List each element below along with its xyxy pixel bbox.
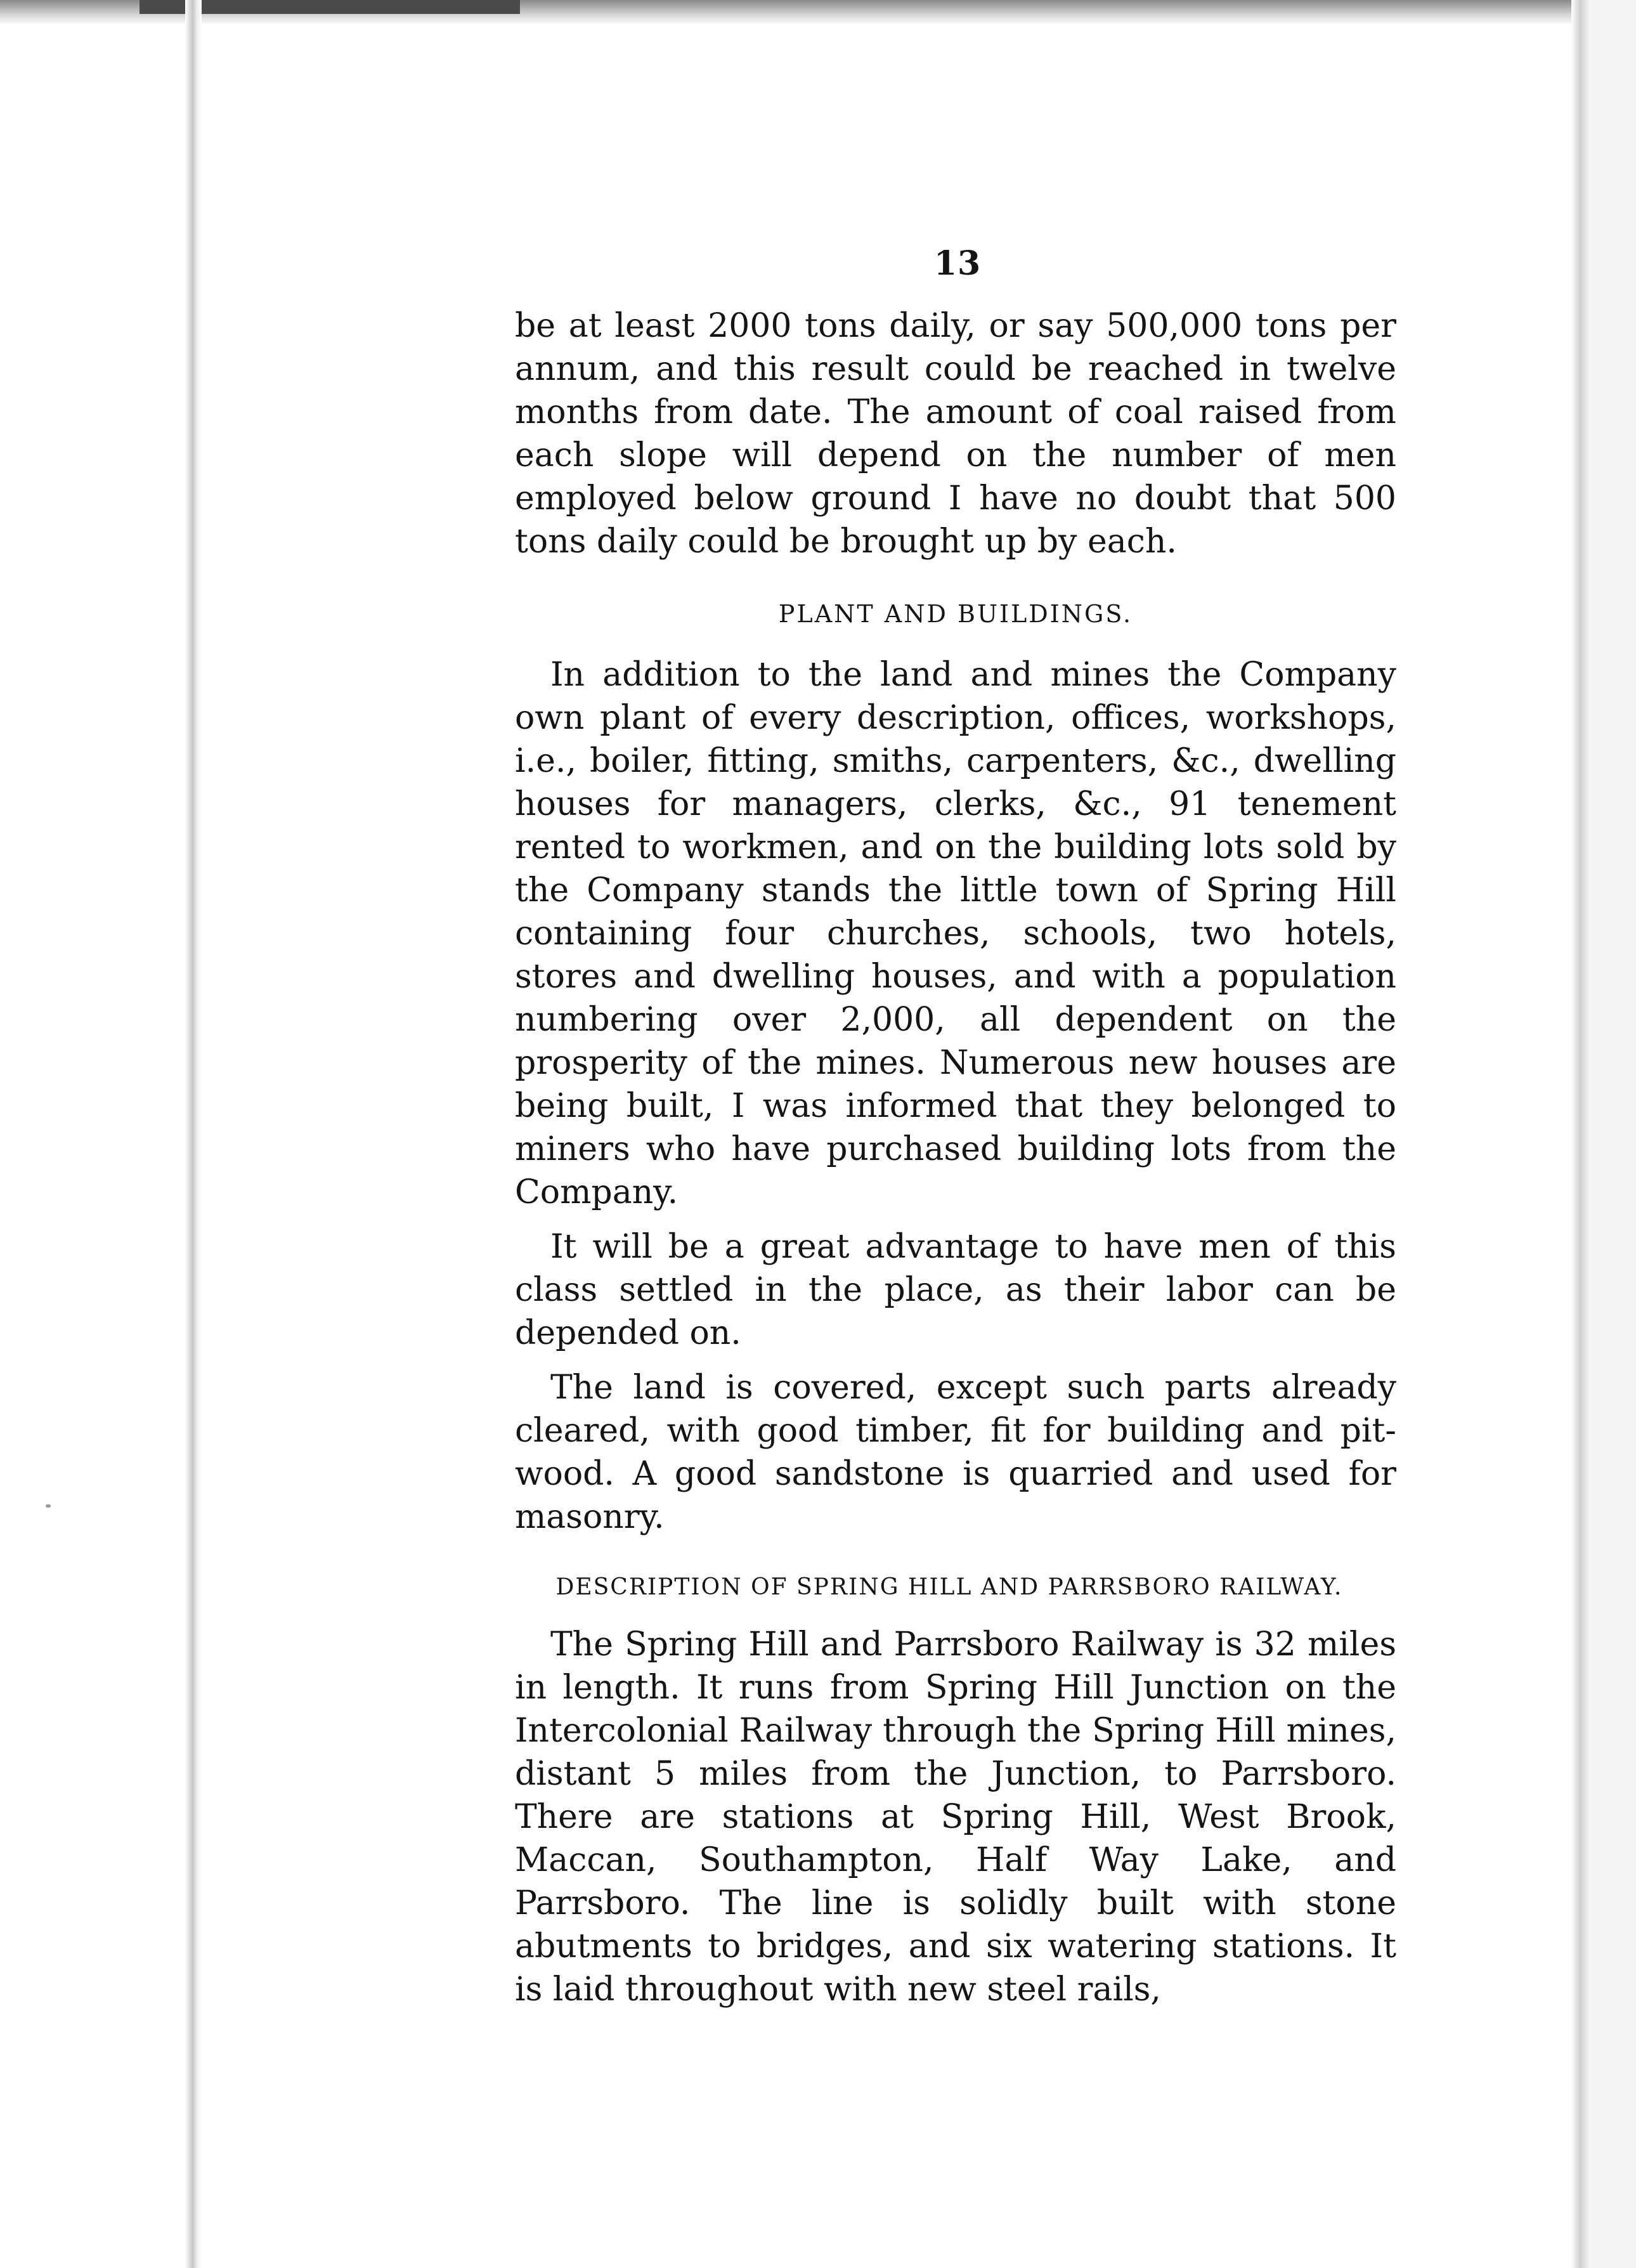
section-heading-railway: DESCRIPTION OF SPRING HILL AND PARRSBORO RAILWAY. <box>555 1574 1343 1600</box>
paragraph-plant: In addition to the land and mines the Company own plant of every description, offices, workshops, i.e., boiler, fitting, smiths, carpenters, &c., dwelling houses for managers, clerks, &c., 91 tenement rented to workmen, and on the building lots sold by the Company stands the little town of Spring Hill containing four churches, schools, two hotels, stores and dwelling houses, and with a population numbering over 2,000, all dependent on the prosperity of the mines. Numerous new houses are being built, I was informed that they belonged to miners who have purchased building lots from the Company. <box>515 656 1396 1211</box>
section-heading-plant-and-buildings: PLANT AND BUILDINGS. <box>778 600 1133 628</box>
scan-speck <box>46 1504 51 1508</box>
paragraph-labor: It will be a great advantage to have men of this class settled in the place, as their labor can be depended on. <box>515 1228 1396 1352</box>
text-column <box>515 304 1396 2011</box>
paragraph-railway: The Spring Hill and Parrsboro Railway is 32 miles in length. It runs from Spring Hill Junction on the Intercolonial Railway through the Spring Hill mines, distant 5 miles from the Junction, to Parrsboro. There are stations at Spring Hill, West Brook, Maccan, Southampton, Half Way Lake, and Parrsboro. The line is solidly built with stone abutments to bridges, and six watering stations. It is laid throughout with new steel rails, <box>515 1626 1396 2009</box>
scan-right-margin <box>1589 0 1636 2268</box>
page-gutter-shadow <box>185 0 202 2268</box>
paragraph-continued: be at least 2000 tons daily, or say 500,000 tons per annum, and this result could be reached in twelve months from date. The amount of coal raised from each slope will depend on the number of men employed below ground I have no doubt that 500 tons daily could be brought up by each. <box>515 307 1396 561</box>
paragraph-land: The land is covered, except such parts already cleared, with good timber, fit for building and pit-wood. A good sandstone is quarried and used for masonry. <box>515 1369 1396 1536</box>
page-number: 13 <box>933 244 982 283</box>
page-right-edge <box>1571 0 1589 2268</box>
